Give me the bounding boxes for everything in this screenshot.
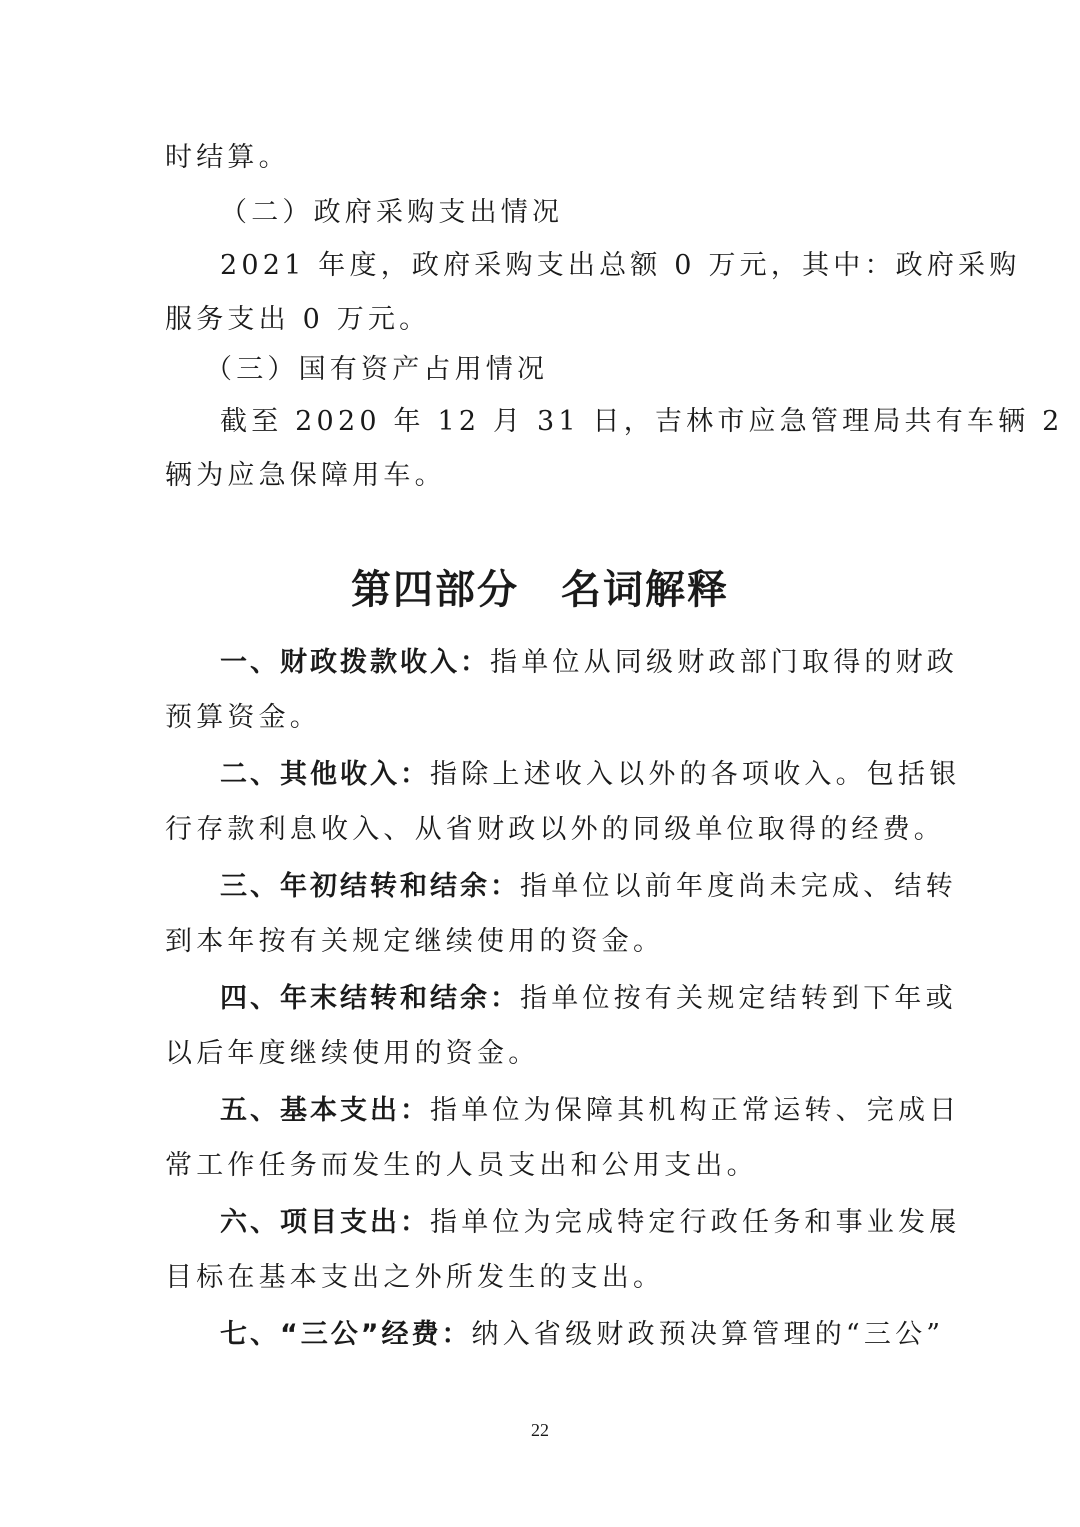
definition-continuation: 行存款利息收入、从省财政以外的同级单位取得的经费。 [165, 814, 945, 845]
definition-text: 指单位从同级财政部门取得的财政 [490, 647, 958, 678]
subheading-state-assets: （三）国有资产占用情况 [205, 354, 549, 385]
definition-term: 四、年末结转和结余： [220, 983, 520, 1014]
definition-text: 指单位为完成特定行政任务和事业发展 [430, 1207, 961, 1238]
definition-text: 纳入省级财政预决算管理的“三公” [471, 1319, 945, 1350]
definition-text: 指单位以前年度尚未完成、结转 [520, 871, 957, 902]
paragraph-line: 2021 年度，政府采购支出总额 0 万元，其中：政府采购 [220, 250, 1021, 281]
definition-term: 一、财政拨款收入： [220, 647, 490, 678]
definition-line [220, 1203, 961, 1243]
definition-line [220, 867, 957, 907]
section-title: 第四部分 名词解释 [351, 567, 729, 613]
definition-continuation: 常工作任务而发生的人员支出和公用支出。 [165, 1150, 758, 1181]
paragraph-line: 辆为应急保障用车。 [165, 460, 446, 491]
definition-text: 指除上述收入以外的各项收入。包括银 [430, 759, 961, 790]
page-number: 22 [531, 1420, 549, 1440]
definition-line [220, 1091, 961, 1131]
definition-line [220, 1315, 945, 1355]
definition-term: 七、“三公”经费： [220, 1319, 472, 1350]
definition-line [220, 979, 957, 1019]
definition-term: 六、项目支出： [220, 1207, 430, 1238]
definition-continuation: 目标在基本支出之外所发生的支出。 [165, 1262, 665, 1293]
definition-line [220, 755, 961, 795]
definition-term: 三、年初结转和结余： [220, 871, 520, 902]
definition-text: 指单位按有关规定结转到下年或 [520, 983, 957, 1014]
definition-text: 指单位为保障其机构正常运转、完成日 [430, 1095, 961, 1126]
definition-continuation: 到本年按有关规定继续使用的资金。 [165, 926, 665, 957]
definition-line [220, 643, 958, 683]
paragraph-line: 服务支出 0 万元。 [165, 304, 431, 335]
paragraph-line: 截至 2020 年 12 月 31 日，吉林市应急管理局共有车辆 2 [220, 406, 1064, 437]
paragraph-line: 时结算。 [165, 142, 290, 173]
subheading-government-procurement: （二）政府采购支出情况 [220, 197, 564, 228]
definition-term: 五、基本支出： [220, 1095, 430, 1126]
definition-continuation: 以后年度继续使用的资金。 [165, 1038, 540, 1069]
definition-continuation: 预算资金。 [165, 702, 321, 733]
definition-term: 二、其他收入： [220, 759, 430, 790]
